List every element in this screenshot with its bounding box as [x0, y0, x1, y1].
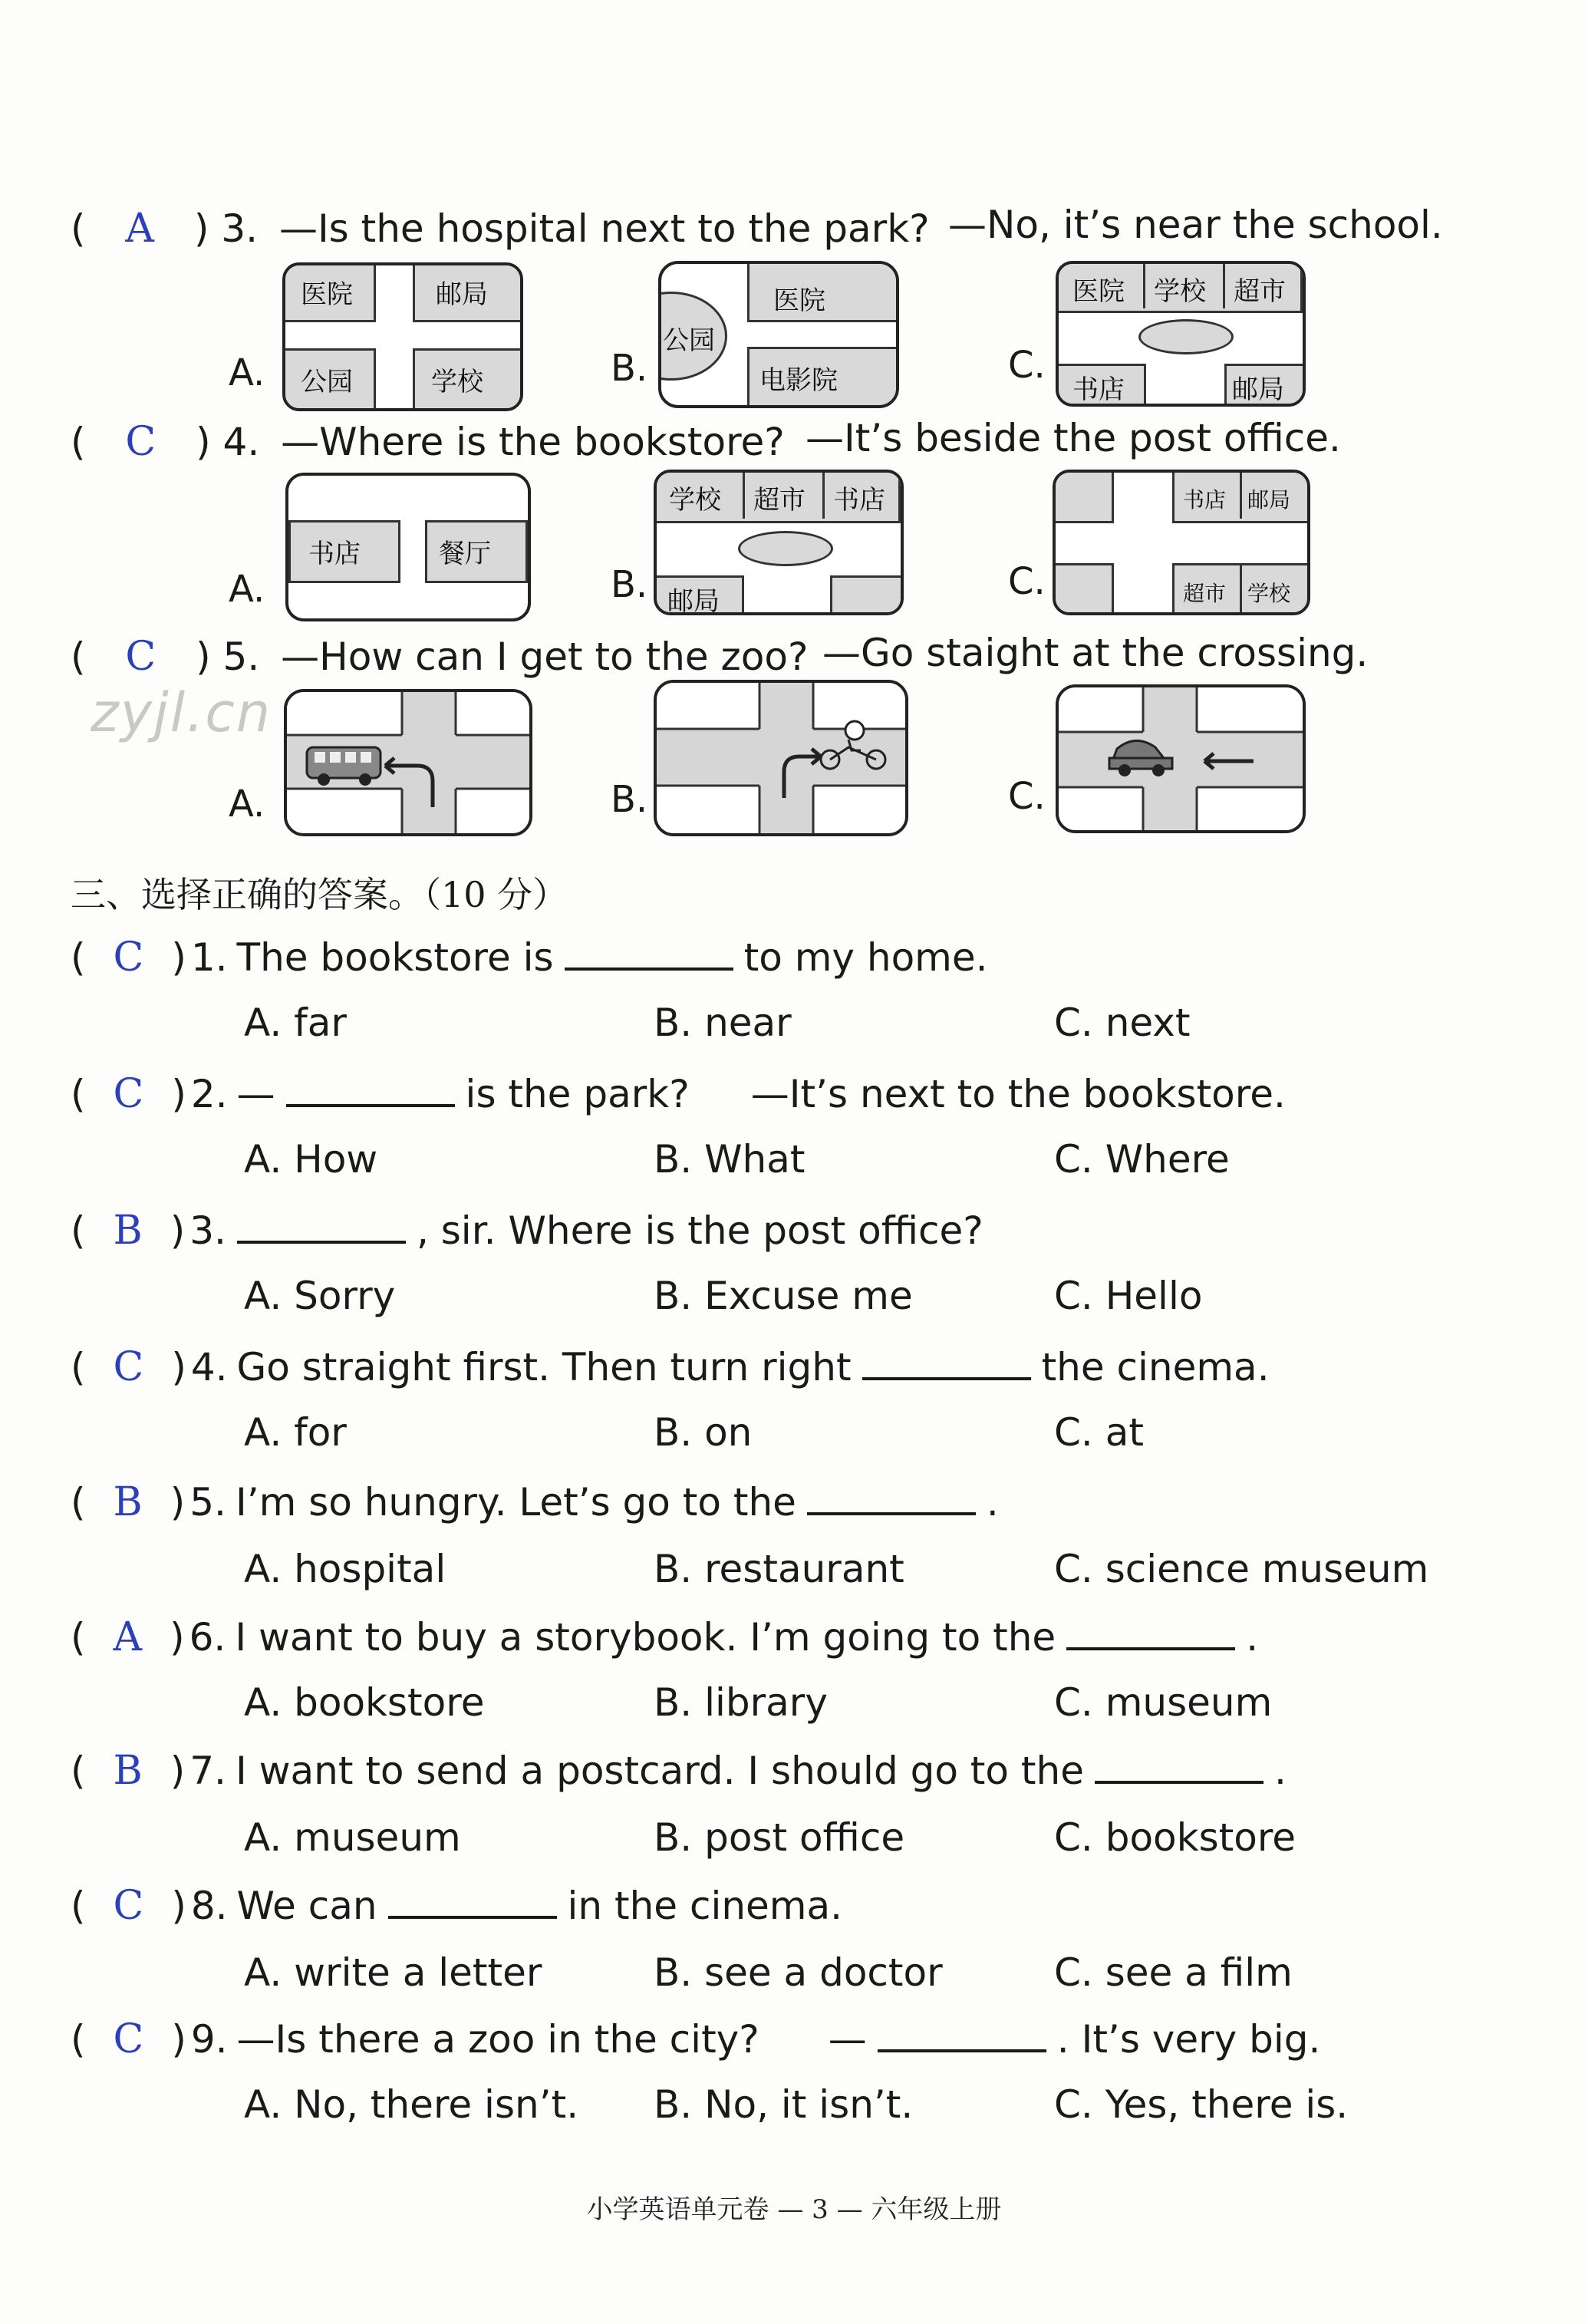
question-text-mid: — — [828, 2017, 867, 2062]
map-label: 医院 — [773, 285, 825, 316]
option-letter: A. — [229, 783, 265, 826]
question-text-post: . — [1246, 1615, 1259, 1660]
bracket-open: ( — [71, 1480, 86, 1525]
question-3-3 — [71, 1208, 983, 1254]
map-label: 学校 — [1154, 276, 1206, 307]
question-3-8 — [71, 1883, 843, 1929]
page-footer: 小学英语单元卷 — 3 — 六年级上册 — [586, 2194, 1002, 2225]
map-label: 学校 — [1247, 581, 1291, 606]
question-number: 5. — [222, 635, 260, 679]
answer-blank[interactable] — [1066, 1644, 1235, 1650]
answer-blank[interactable] — [807, 1509, 976, 1515]
bracket-open: ( — [71, 1884, 86, 1928]
question-number: 5. — [189, 1480, 226, 1525]
option-letter: C. — [1008, 344, 1046, 387]
option-letter: B. — [611, 563, 648, 606]
option-letter: C. — [1008, 775, 1046, 818]
question-3-1 — [71, 935, 988, 981]
map-option-c — [1053, 470, 1310, 615]
option-a: A. No, there isn’t. — [244, 2082, 579, 2127]
map-option-b — [658, 261, 899, 408]
map-label: 餐厅 — [439, 539, 491, 569]
answer-blank[interactable] — [878, 2046, 1046, 2052]
bracket-open: ( — [71, 635, 86, 679]
question-text-pre: We can — [236, 1884, 377, 1928]
option-b: B. No, it isn’t. — [654, 2082, 914, 2127]
question-text-post: the cinema. — [1041, 1345, 1270, 1389]
map-label: 医院 — [1072, 276, 1125, 307]
question-3-4 — [71, 1344, 1270, 1390]
option-b: B. see a doctor — [654, 1950, 943, 1995]
answer-blank[interactable] — [388, 1913, 557, 1919]
question-number: 8. — [190, 1884, 228, 1928]
map-option-b — [654, 470, 904, 615]
answer-blank[interactable] — [286, 1101, 455, 1107]
answer-mark: B — [113, 1748, 143, 1794]
option-c: C. Hello — [1054, 1274, 1203, 1318]
option-letter: A. — [229, 351, 265, 394]
option-c: C. at — [1054, 1410, 1144, 1455]
answer-mark: C — [125, 419, 156, 465]
answer-mark: C — [113, 1883, 144, 1929]
question-reply: —It’s next to the bookstore. — [750, 1072, 1286, 1116]
question-3-2 — [71, 1071, 1286, 1117]
bracket-close: ) — [196, 635, 211, 679]
option-c: C. museum — [1054, 1680, 1273, 1725]
answer-mark: A — [125, 206, 154, 252]
watermark: zyjl.cn — [91, 681, 272, 744]
option-letter: B. — [611, 778, 648, 821]
question-reply: —No, it’s near the school. — [948, 203, 1443, 247]
question-reply: —Go staight at the crossing. — [822, 631, 1369, 675]
option-c: C. Where — [1054, 1137, 1230, 1182]
question-text-pre: — — [236, 1072, 275, 1116]
option-letter: C. — [1008, 560, 1046, 603]
question-text-pre: I’m so hungry. Let’s go to the — [235, 1480, 796, 1525]
bracket-open: ( — [71, 2017, 86, 2062]
bracket-close: ) — [171, 935, 186, 980]
map-label: 邮局 — [1247, 487, 1291, 513]
bracket-open: ( — [71, 1072, 86, 1116]
answer-blank[interactable] — [237, 1238, 406, 1244]
crossing-option-c — [1056, 684, 1306, 833]
question-number: 2. — [190, 1072, 228, 1116]
question-text-post: . — [986, 1480, 999, 1525]
map-label: 超市 — [1183, 581, 1227, 606]
question-3-6 — [71, 1614, 1259, 1660]
question-text-pre: —Is there a zoo in the city? — [236, 2017, 759, 2062]
question-text-post: in the cinema. — [567, 1884, 843, 1928]
answer-mark: A — [113, 1614, 143, 1660]
question-text-pre: The bookstore is — [236, 935, 554, 980]
option-a: A. far — [244, 1000, 347, 1045]
question-number: 3. — [189, 1208, 226, 1253]
map-option-c — [1056, 261, 1306, 407]
answer-blank[interactable] — [565, 964, 733, 971]
question-number: 9. — [190, 2017, 228, 2062]
bracket-open: ( — [71, 1208, 86, 1253]
question-3-5 — [71, 1479, 999, 1525]
map-option-a — [285, 473, 531, 621]
bracket-close: ) — [170, 1749, 186, 1793]
option-a: A. museum — [244, 1815, 461, 1860]
bracket-open: ( — [71, 1345, 86, 1389]
bracket-open: ( — [71, 206, 86, 251]
bracket-close: ) — [170, 1615, 185, 1660]
question-text-post: . — [1273, 1749, 1287, 1793]
map-label: 书店 — [308, 539, 361, 569]
bracket-close: ) — [170, 1480, 186, 1525]
option-b: B. on — [654, 1410, 753, 1455]
bracket-open: ( — [71, 935, 86, 980]
option-b: B. restaurant — [654, 1547, 904, 1591]
option-letter: B. — [611, 347, 648, 390]
question-text-post: is the park? — [465, 1072, 690, 1116]
bracket-close: ) — [196, 420, 211, 464]
map-label: 学校 — [431, 367, 483, 397]
option-a: A. for — [244, 1410, 347, 1455]
bracket-open: ( — [71, 1749, 86, 1793]
question-text-pre: Go straight first. Then turn right — [236, 1345, 852, 1389]
map-option-a — [282, 262, 523, 411]
question-3-7 — [71, 1748, 1287, 1794]
bracket-close: ) — [170, 1208, 186, 1253]
option-letter: A. — [229, 568, 265, 611]
option-c: C. next — [1054, 1000, 1191, 1045]
question-2-5 — [71, 634, 809, 680]
question-text-post: . It’s very big. — [1056, 2017, 1321, 2062]
option-b: B. What — [654, 1137, 806, 1182]
answer-mark: B — [113, 1208, 143, 1254]
answer-mark: C — [113, 935, 144, 981]
question-text: —Is the hospital next to the park? — [278, 206, 930, 251]
question-text-pre: I want to buy a storybook. I’m going to the — [235, 1615, 1056, 1660]
map-label: 超市 — [753, 485, 806, 516]
map-label: 邮局 — [1232, 374, 1284, 405]
answer-mark: C — [125, 634, 156, 680]
question-3-9 — [71, 2016, 1321, 2062]
option-a: A. write a letter — [244, 1950, 542, 1995]
bracket-close: ) — [171, 2017, 186, 2062]
option-a: A. How — [244, 1137, 378, 1182]
question-2-3 — [71, 206, 930, 252]
question-text: —Where is the bookstore? — [281, 420, 785, 464]
answer-mark: C — [113, 1071, 144, 1117]
option-c: C. see a film — [1054, 1950, 1293, 1995]
option-a: A. Sorry — [244, 1274, 396, 1318]
question-number: 3. — [221, 206, 259, 251]
question-number: 4. — [190, 1345, 228, 1389]
bracket-close: ) — [171, 1345, 186, 1389]
option-b: B. post office — [654, 1815, 905, 1860]
question-text-post: , sir. Where is the post office? — [416, 1208, 983, 1253]
bracket-open: ( — [71, 1615, 86, 1660]
answer-blank[interactable] — [1095, 1778, 1263, 1784]
option-a: A. hospital — [244, 1547, 446, 1591]
map-label: 学校 — [669, 485, 721, 516]
option-c: C. science museum — [1054, 1547, 1429, 1591]
map-label: 邮局 — [667, 586, 720, 615]
map-label: 公园 — [663, 325, 715, 356]
crossing-option-b — [654, 680, 908, 836]
question-number: 7. — [189, 1749, 226, 1793]
option-c: C. Yes, there is. — [1054, 2082, 1349, 2127]
question-2-4 — [71, 419, 785, 465]
answer-mark: C — [113, 1344, 144, 1390]
map-label: 书店 — [833, 485, 885, 516]
map-label: 电影院 — [759, 365, 838, 396]
bracket-close: ) — [193, 206, 209, 251]
bracket-open: ( — [71, 420, 86, 464]
bracket-close: ) — [171, 1072, 186, 1116]
map-label: 超市 — [1234, 276, 1286, 307]
map-label: 邮局 — [436, 279, 488, 310]
question-text: —How can I get to the zoo? — [281, 635, 809, 679]
question-reply: —It’s beside the post office. — [806, 416, 1341, 460]
map-label: 公园 — [301, 367, 353, 397]
option-a: A. bookstore — [244, 1680, 485, 1725]
question-text-post: to my home. — [743, 935, 988, 980]
option-b: B. library — [654, 1680, 828, 1725]
map-label: 书店 — [1183, 487, 1227, 513]
bracket-close: ) — [171, 1884, 186, 1928]
option-b: B. Excuse me — [654, 1274, 913, 1318]
question-text-pre: I want to send a postcard. I should go to the — [235, 1749, 1084, 1793]
answer-mark: B — [113, 1479, 143, 1525]
question-number: 6. — [189, 1615, 226, 1660]
answer-blank[interactable] — [862, 1374, 1031, 1380]
option-c: C. bookstore — [1054, 1815, 1296, 1860]
section-heading: 三、选择正确的答案。（10 分） — [71, 874, 568, 915]
map-label: 医院 — [301, 279, 353, 310]
crossing-option-a — [284, 689, 532, 836]
option-b: B. near — [654, 1000, 792, 1045]
map-label: 书店 — [1072, 374, 1125, 405]
answer-mark: C — [113, 2016, 144, 2062]
question-number: 4. — [222, 420, 260, 464]
question-number: 1. — [190, 935, 228, 980]
